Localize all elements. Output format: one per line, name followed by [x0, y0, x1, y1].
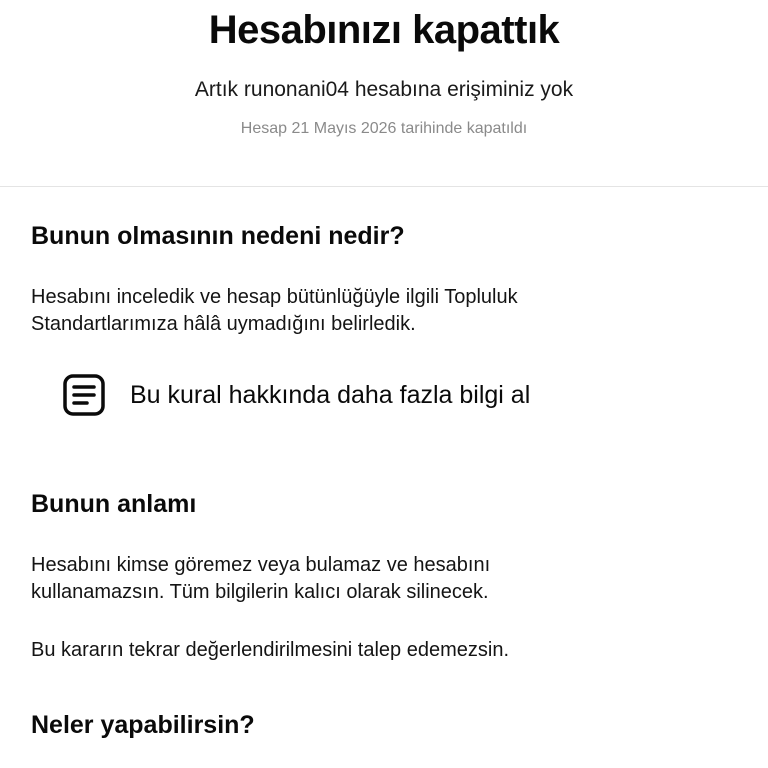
reason-body: [31, 284, 731, 338]
closed-date-text: Hesap 21 Mayıs 2026 tarihinde kapatıldı: [240, 120, 528, 137]
meaning-heading: Bunun anlamı: [31, 490, 197, 518]
meaning-body-line: kullanamazsın. Tüm bilgilerin kalıcı olarak silinecek.: [31, 581, 489, 603]
reason-heading: Bunun olmasının nedeni nedir?: [31, 222, 405, 250]
appeal-note: Bu kararın tekrar değerlendirilmesini talep edemezsin.: [31, 639, 510, 661]
meaning-body: [31, 552, 731, 606]
reason-body-line: Hesabını inceledik ve hesap bütünlüğüyle ilgili Topluluk: [31, 286, 518, 308]
page-subtitle: Artık runonani04 hesabına erişiminiz yok: [194, 78, 574, 101]
page-header: [0, 0, 768, 187]
document-icon: [62, 373, 106, 417]
learn-more-label[interactable]: Bu kural hakkında daha fazla bilgi al: [130, 381, 531, 409]
options-heading: Neler yapabilirsin?: [31, 711, 255, 739]
page-title: Hesabınızı kapattık: [208, 8, 560, 52]
reason-body-line: Standartlarımıza hâlâ uymadığını belirledik.: [31, 313, 416, 335]
learn-more-link[interactable]: [62, 373, 530, 417]
meaning-body-line: Hesabını kimse göremez veya bulamaz ve hesabını: [31, 554, 491, 576]
